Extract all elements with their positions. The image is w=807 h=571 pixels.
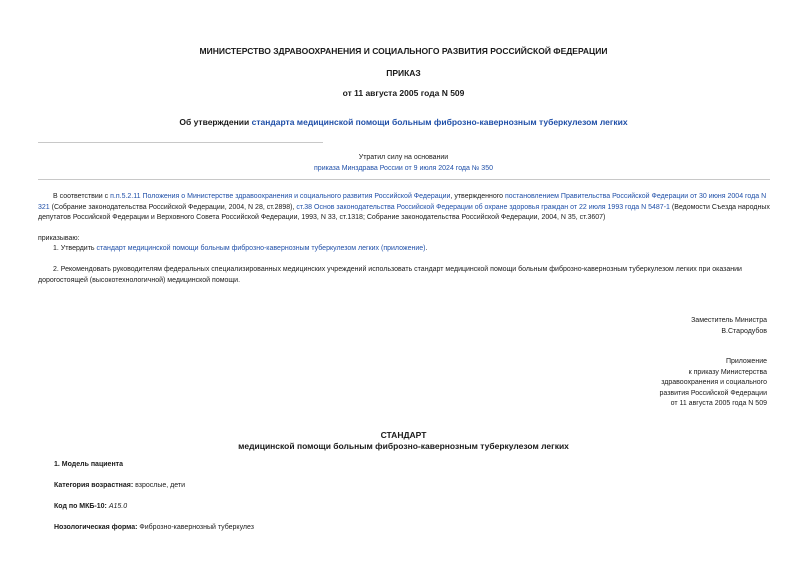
status-link-line bbox=[0, 164, 807, 175]
nosological-form bbox=[54, 523, 254, 534]
standard-appendix-link[interactable]: стандарт медицинской помощи больным фиброзно-кавернозным туберкулезом легких (приложение) bbox=[96, 245, 426, 252]
divider-long bbox=[38, 179, 770, 180]
age-category-label: Категория возрастная: bbox=[54, 482, 134, 489]
appendix-line-4: развития Российской Федерации bbox=[659, 389, 767, 397]
doc-title bbox=[0, 117, 807, 127]
age-category bbox=[54, 481, 185, 492]
preamble-text-2: , утвержденного bbox=[450, 193, 505, 200]
doc-title-link[interactable]: стандарта медицинской помощи больным фиброзно-кавернозным туберкулезом легких bbox=[251, 117, 628, 127]
appendix-line-5: от 11 августа 2005 года N 509 bbox=[670, 400, 767, 407]
order-item-1 bbox=[53, 244, 770, 255]
doc-title-prefix: Об утверждении bbox=[179, 117, 252, 127]
divider-short bbox=[38, 142, 323, 143]
standard-title: СТАНДАРТ bbox=[380, 430, 427, 440]
appendix-line-2: к приказу Министерства bbox=[688, 368, 767, 376]
ministry-heading: МИНИСТЕРСТВО ЗДРАВООХРАНЕНИЯ И СОЦИАЛЬНОГО РАЗВИТИЯ РОССИЙСКОЙ ФЕДЕРАЦИИ bbox=[199, 46, 608, 56]
order-item-2: 2. Рекомендовать руководителям федеральных специализированных медицинских учреждений использовать стандарт медицинской помощи больным фиброзно-кавернозным туберкулезом легких при оказании дорогостоящей (высокотехнологичной) медицинской помощи. bbox=[38, 266, 742, 284]
government-decree-link[interactable]: постановлением Правительства Российской Федерации от 30 июня 2004 года N 321 bbox=[38, 193, 767, 211]
appendix-line-1: Приложение bbox=[725, 358, 767, 365]
age-category-value: взрослые, дети bbox=[133, 482, 186, 489]
preamble-paragraph bbox=[38, 192, 770, 224]
regulation-link[interactable]: п.п.5.2.11 Положения о Министерстве здравоохранения и социального развития Российской Федерации bbox=[110, 193, 451, 200]
status-line: Утратил силу на основании bbox=[358, 154, 449, 161]
doc-date-number: от 11 августа 2005 года N 509 bbox=[342, 88, 465, 98]
order-item-1-text: 1. Утвердить bbox=[53, 245, 97, 252]
standard-subtitle: медицинской помощи больным фиброзно-кавернозным туберкулезом легких bbox=[238, 441, 569, 451]
preamble-text-3: (Собрание законодательства Российской Федерации, 2004, N 28, ст.2898), bbox=[49, 203, 297, 211]
doc-type-heading: ПРИКАЗ bbox=[386, 68, 421, 78]
mkb-code-label: Код по МКБ-10: bbox=[54, 503, 107, 510]
mkb-code bbox=[54, 502, 127, 513]
nosological-form-label: Нозологическая форма: bbox=[54, 524, 138, 531]
signature-block bbox=[691, 316, 767, 337]
health-law-link[interactable]: ст.38 Основ законодательства Российской Федерации об охране здоровья граждан от 22 июля 1993 года N 5487-1 bbox=[296, 203, 670, 211]
appendix-line-3: здравоохранения и социального bbox=[661, 379, 767, 386]
preamble-text-1: В соответствии с bbox=[53, 193, 111, 200]
repeal-order-link[interactable]: приказа Минздрава России от 9 июля 2024 года № 350 bbox=[314, 165, 493, 172]
order-word: приказываю: bbox=[38, 235, 80, 242]
preamble-text-4: (Ведомости Съезда народных депутатов Российской Федерации и Верховного Совета Российской Федерации, 1993, N 33, ст.1318; Собрание законодательства Российской Федерации, 2004, N 35, ст.3607) bbox=[38, 203, 770, 221]
signature-name: В.Стародубов bbox=[721, 327, 767, 335]
patient-model-heading: 1. Модель пациента bbox=[54, 461, 123, 468]
mkb-code-value: A15.0 bbox=[106, 503, 128, 510]
order-item-1-end: . bbox=[425, 245, 428, 252]
nosological-form-value: Фиброзно-кавернозный туберкулез bbox=[137, 524, 254, 531]
appendix-block bbox=[659, 357, 767, 410]
signature-position: Заместитель Министра bbox=[691, 317, 767, 324]
